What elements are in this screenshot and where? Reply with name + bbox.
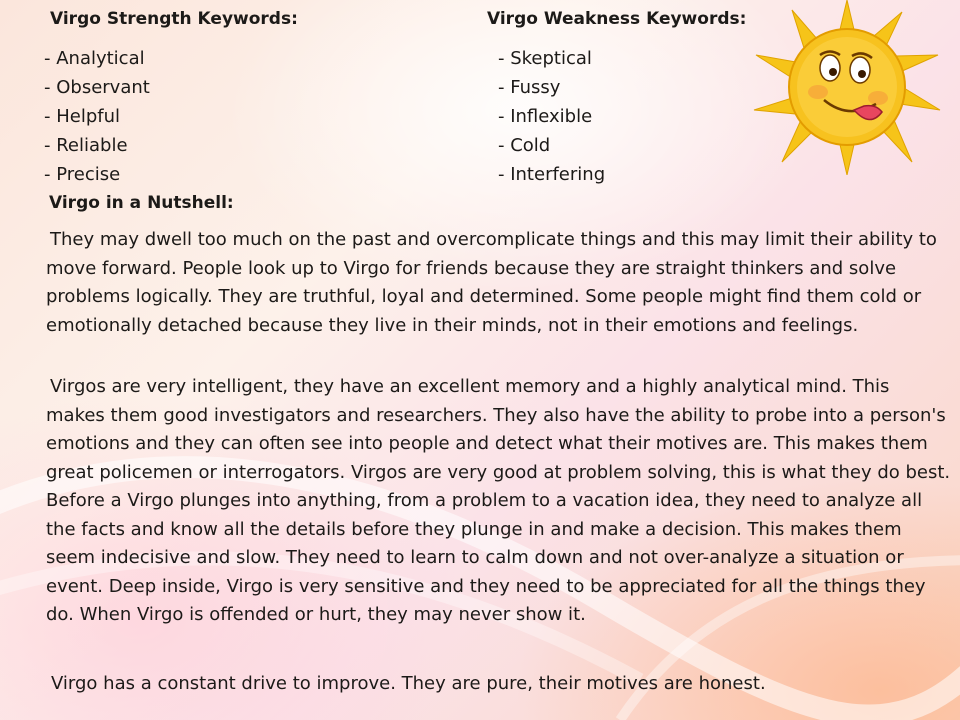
weakness-keyword-item: - Skeptical [498, 44, 605, 73]
weakness-keyword-item: - Fussy [498, 73, 605, 102]
strength-keyword-item: - Helpful [44, 102, 150, 131]
weakness-keyword-item: - Inflexible [498, 102, 605, 131]
weakness-keywords-heading: Virgo Weakness Keywords: [487, 9, 747, 29]
nutshell-paragraph-1: They may dwell too much on the past and overcomplicate things and this may limit their ability to move forward. People look up to Virgo for friends because they are straight thinkers and solve problems logically. They are truthful, loyal and determined. Some people might find them cold or emotionally detached because they live in their minds, not in their emotions and feelings. [46, 229, 937, 336]
nutshell-heading: Virgo in a Nutshell: [49, 193, 234, 213]
strength-keyword-item: - Precise [44, 160, 150, 189]
weakness-keyword-item: - Interfering [498, 160, 605, 189]
strength-keyword-item: - Reliable [44, 131, 150, 160]
weakness-keywords-list [498, 44, 605, 189]
strength-keywords-list [44, 44, 150, 189]
strength-keywords-heading: Virgo Strength Keywords: [50, 9, 298, 29]
strength-keyword-item: - Observant [44, 73, 150, 102]
nutshell-paragraph-2: Virgos are very intelligent, they have an excellent memory and a highly analytical mind. This makes them good investigators and researchers. They also have the ability to probe into a person's emotions and they can often see into people and detect what their motives are. This makes them great policemen or interrogators. Virgos are very good at problem solving, this is what they do best. Before a Virgo plunges into anything, from a problem to a vacation idea, they need to analyze all the facts and know all the details before they plunge in and make a decision. This makes them seem indecisive and slow. They need to learn to calm down and not over-analyze a situation or event. Deep inside, Virgo is very sensitive and they need to be appreciated for all the things they do. When Virgo is offended or hurt, they may never show it. [46, 376, 951, 625]
sun-cartoon-icon [752, 0, 942, 175]
weakness-keyword-item: - Cold [498, 131, 605, 160]
strength-keyword-item: - Analytical [44, 44, 150, 73]
nutshell-paragraph-3: Virgo has a constant drive to improve. They are pure, their motives are honest. [51, 673, 766, 694]
